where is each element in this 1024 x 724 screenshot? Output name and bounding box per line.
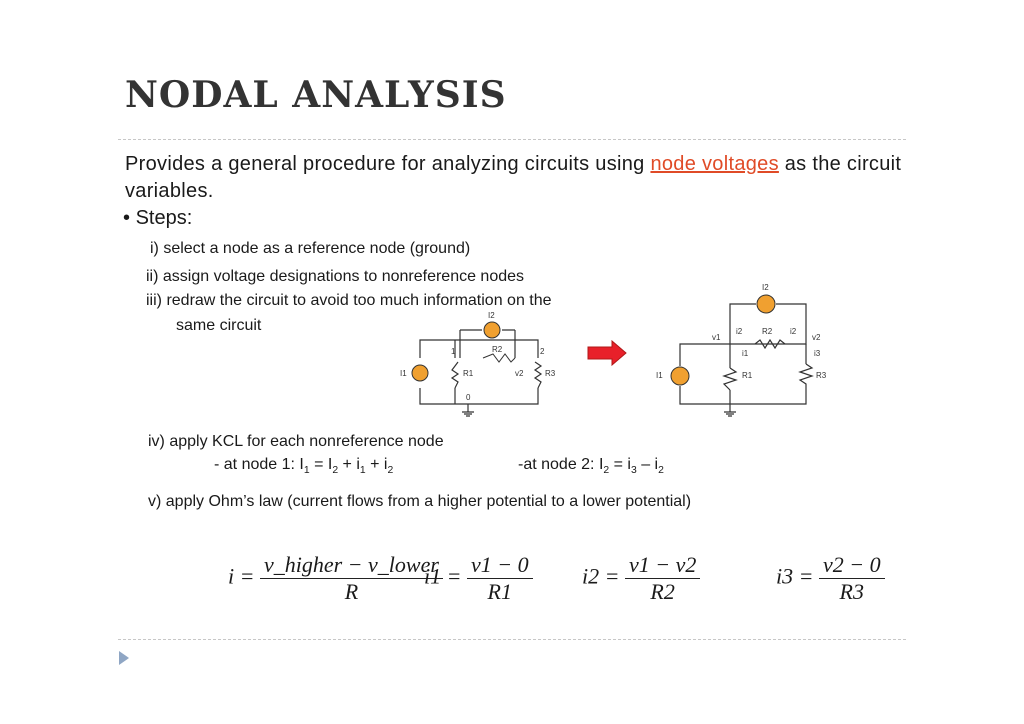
label-i2-left: i2 bbox=[736, 327, 743, 336]
formula-i2: i2 = $\frac{v1 - v2}{R2}$ bbox=[582, 552, 700, 605]
current-source-icon bbox=[757, 295, 775, 313]
bottom-divider bbox=[118, 639, 906, 640]
formula-i1: i1 = $\frac{v1 - 0}{R1}$ bbox=[424, 552, 533, 605]
label-r2: R2 bbox=[492, 345, 503, 354]
label-r1: R1 bbox=[463, 369, 474, 378]
label-r2: R2 bbox=[762, 327, 773, 336]
formula-i3: i3 = $\frac{v2 - 0}{R3}$ bbox=[776, 552, 885, 605]
next-slide-icon[interactable] bbox=[117, 650, 131, 666]
step-3b: same circuit bbox=[176, 317, 262, 334]
steps-heading-label: Steps: bbox=[135, 207, 193, 229]
step-3a: iii) redraw the circuit to avoid too much information on the bbox=[146, 292, 552, 309]
label-ground-0: 0 bbox=[466, 393, 471, 402]
redrawn-circuit-diagram bbox=[650, 278, 840, 423]
step-1: i) select a node as a reference node (ground) bbox=[150, 240, 471, 257]
label-i1-source: I1 bbox=[656, 371, 663, 380]
label-i1: i1 bbox=[742, 349, 749, 358]
step-2: ii) assign voltage designations to nonreference nodes bbox=[146, 268, 525, 285]
label-i3: i3 bbox=[814, 349, 821, 358]
top-divider bbox=[118, 139, 906, 140]
redraw-arrow-icon bbox=[586, 340, 628, 366]
intro-text-before: Provides a general procedure for analyzing circuits using bbox=[125, 153, 651, 175]
label-i1: I1 bbox=[400, 369, 407, 378]
label-i2: I2 bbox=[762, 283, 769, 292]
label-i2-right: i2 bbox=[790, 327, 797, 336]
label-i2: I2 bbox=[488, 311, 495, 320]
intro-paragraph bbox=[125, 151, 925, 205]
steps-heading bbox=[123, 207, 192, 230]
label-v1: v1 bbox=[712, 333, 721, 342]
label-r1: R1 bbox=[742, 371, 753, 380]
step-4: iv) apply KCL for each nonreference node bbox=[148, 433, 444, 450]
label-v2: v2 bbox=[515, 369, 524, 378]
current-source-icon bbox=[671, 367, 689, 385]
intro-text-after: as the circuit variables. bbox=[125, 153, 902, 202]
kcl-node-1: - at node 1: $I_1 = I_2 + i_1 + i_2$ bbox=[214, 456, 394, 477]
current-source-icon bbox=[412, 365, 428, 381]
node-voltages-link[interactable]: node voltages bbox=[650, 153, 779, 175]
bullet-icon: • bbox=[123, 207, 131, 229]
step-5: v) apply Ohm’s law (current flows from a higher potential to a lower potential) bbox=[148, 493, 692, 510]
original-circuit-diagram bbox=[380, 300, 560, 418]
label-r3: R3 bbox=[816, 371, 827, 380]
label-node-2: 2 bbox=[540, 347, 545, 356]
label-r3: R3 bbox=[545, 369, 556, 378]
formula-general: i = $\frac{\text{v\_higher − v\_lower}}{R}$ bbox=[228, 552, 443, 605]
page-title: NODAL ANALYSIS bbox=[125, 74, 507, 116]
kcl-node-2: -at node 2: $I_2 = i_3 - i_2$ bbox=[518, 456, 664, 477]
label-node-1: 1 bbox=[451, 347, 456, 356]
current-source-icon bbox=[484, 322, 500, 338]
label-v2: v2 bbox=[812, 333, 821, 342]
